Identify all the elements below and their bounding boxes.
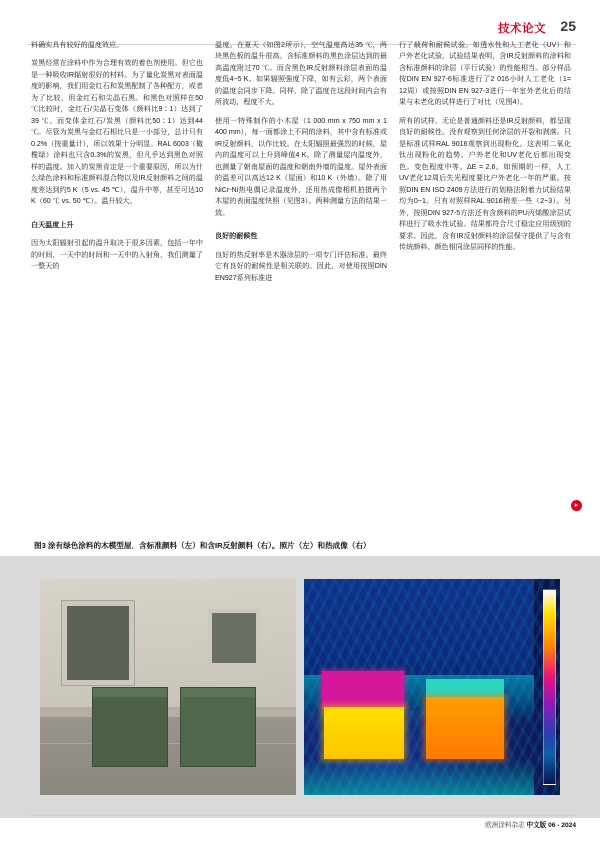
photo-window-left: [62, 601, 134, 685]
page-footer: [28, 819, 576, 829]
page-header: [0, 18, 600, 40]
subheading-daytime-temperature-rise: 白天温度上升: [31, 220, 74, 229]
paragraph: 行了载荷和耐候试验。如透水性和人工老化（UV）和户外老化试验。试验结果表明，含IR反射颜料的涂料和含标准颜料的涂层（平行试验）的性能相当。部分样品按DIN EN 927-6标准进行了2 016小时人工老化（1= 12周）或按照DIN EN 927-3进行一年室外老化后的结果与未老化的试样进行了对比（见图4）。: [399, 41, 571, 107]
thermal-house-right-top: [426, 679, 504, 699]
column-3: [399, 40, 571, 291]
footer-edition: 中文版: [526, 822, 547, 829]
photo-model-house-ir: [180, 687, 256, 767]
thermal-foreground: [304, 759, 534, 795]
paragraph: 温度。在夏天（如图2所示），空气温度高达35 ℃，两块黑色板的温升很高。含标准颜料的黑色涂层达到的最高温度附过70 ℃。而含黑色IR反射颜料涂层表面的温度低4~5 K。如果辐照强度下降，如有云彩，两个表面的温度会同步下降。同样，除了温度在这段时间内会有所波动，程度不大。: [215, 41, 387, 107]
paragraph: 使用一特殊制作的小木屋（1 000 mm x 750 mm x 1 400 mm），每一面都涂上不同的涂料，其中含有标准或IR反射颜料，以作比较。在太阳辐照最强烈的时候，屋内的温度可以上升到峰值4 K。除了测量屋内温度外，也测量了朝南屋面的温度和朝南外墙的温度。屋外表面的温差可以高达12 K（屋面）和10 K（外墙）。除了用NiCr-Ni热电偶记录温度外，还用热成像相机拍摄两个木屋的表面温度快照（见图3）。两种测量方法的结果一致。: [215, 116, 387, 217]
paragraph: 料确实具有较好的温度效应。: [31, 41, 124, 49]
paragraph: 因为太阳辐射引起的温升取决于很多因素，包括一年中的时间，一天中的时间和一天中的入射角，我们测量了一整天的: [31, 239, 203, 271]
paragraph: 良好的热反射率是木器涂层的一项专门评估标准。最终它有良好的耐候性是相关联的。因此，对使用按照DIN EN927系列标准进: [215, 250, 387, 282]
photo-model-houses: [40, 579, 296, 795]
paragraph: 所有的试样，无论是普通颜料还是IR反射颜料，都呈现良好的耐候性。没有观察到任何涂层的开裂和剥落。只是标准试样RAL 9016观察到出现粉化。这表明二氧化钛出现粉化的趋势。户外老化和UV老化后都出现变色。变色程度中等。ΔE = 2.6。如预期的一样，人工UV老化12周后失光程度要比户外老化一年的严重。按照DIN EN ISO 2409方法进行的划格法附着力试验结果均为0~1。只有对照样RAL 9016稍差一些（2~3）。另外，按照DIN 927-5方法还有含颜料的PU丙烯酸涂层试样进行了吸水性试验。结果都符合尺寸稳定应用级别的要求。因此，含有IR反射颜料的涂层保守提供了与含有传统颜料、颜色相同涂层同样的性能。: [399, 116, 571, 252]
thermal-image-model-houses: [304, 579, 560, 795]
section-title: 技术论文: [498, 23, 546, 35]
thermal-color-scale: [543, 589, 556, 785]
photo-window-right: [208, 609, 260, 667]
footer-divider: [28, 815, 576, 816]
page-number: 25: [560, 18, 576, 34]
article-columns: [31, 40, 571, 291]
column-2: [215, 40, 387, 291]
thermal-warm-patch: [322, 671, 404, 709]
figure-caption: 图3 涂有绿色涂料的木模型屋．含标准颜料（左）和含IR反射颜料（右）。照片（左）和热成像（右）: [34, 541, 371, 550]
column-1: [31, 40, 203, 291]
photo-ground: [40, 717, 296, 795]
continuation-arrow-icon: ▸: [571, 500, 582, 511]
footer-issue: 06 - 2024: [548, 822, 576, 829]
thermal-house-right: [426, 697, 504, 759]
figure-images: [40, 579, 560, 795]
photo-model-house-standard: [92, 687, 168, 767]
paragraph: 炭黑经常在涂料中作为合理有效的着色剂使用。但它也是一种吸收IR辐射很好的材料。为了量化炭黑对表面温度的影响，我们用金红石和炭黑配制了各种配方，或者为了比较，用金红石和尖晶石黑。和黑色对照样在50 ℃比较时，金红石/尖晶石变体（颜料比9∶1）达到了39 ℃。而变体金红石/炭黑（颜料比50∶1）达到44 ℃。尽管为炭黑与金红石相比只是一小部分，总计只有0.2%（按重量计），所以效果十分明显。RAL 6003（橄榄绿）涂料也只含0.3%的炭黑，但凡乎达到黑色对照样的温度。加入的炭黑肯定是一个重要原因，所以为什么绿色涂料和标准颜料混合物以及IR反射颜料之间的温度差达到约5 K（5 vs. 45 ℃），温升中等，甚至可达10 K（60 ℃ vs. 50 ℃）。温升较大。: [31, 59, 203, 206]
footer-journal: 欧洲涂料杂志: [485, 822, 525, 829]
thermal-house-left: [324, 707, 404, 759]
subheading-good-weatherability: 良好的耐候性: [215, 232, 258, 241]
